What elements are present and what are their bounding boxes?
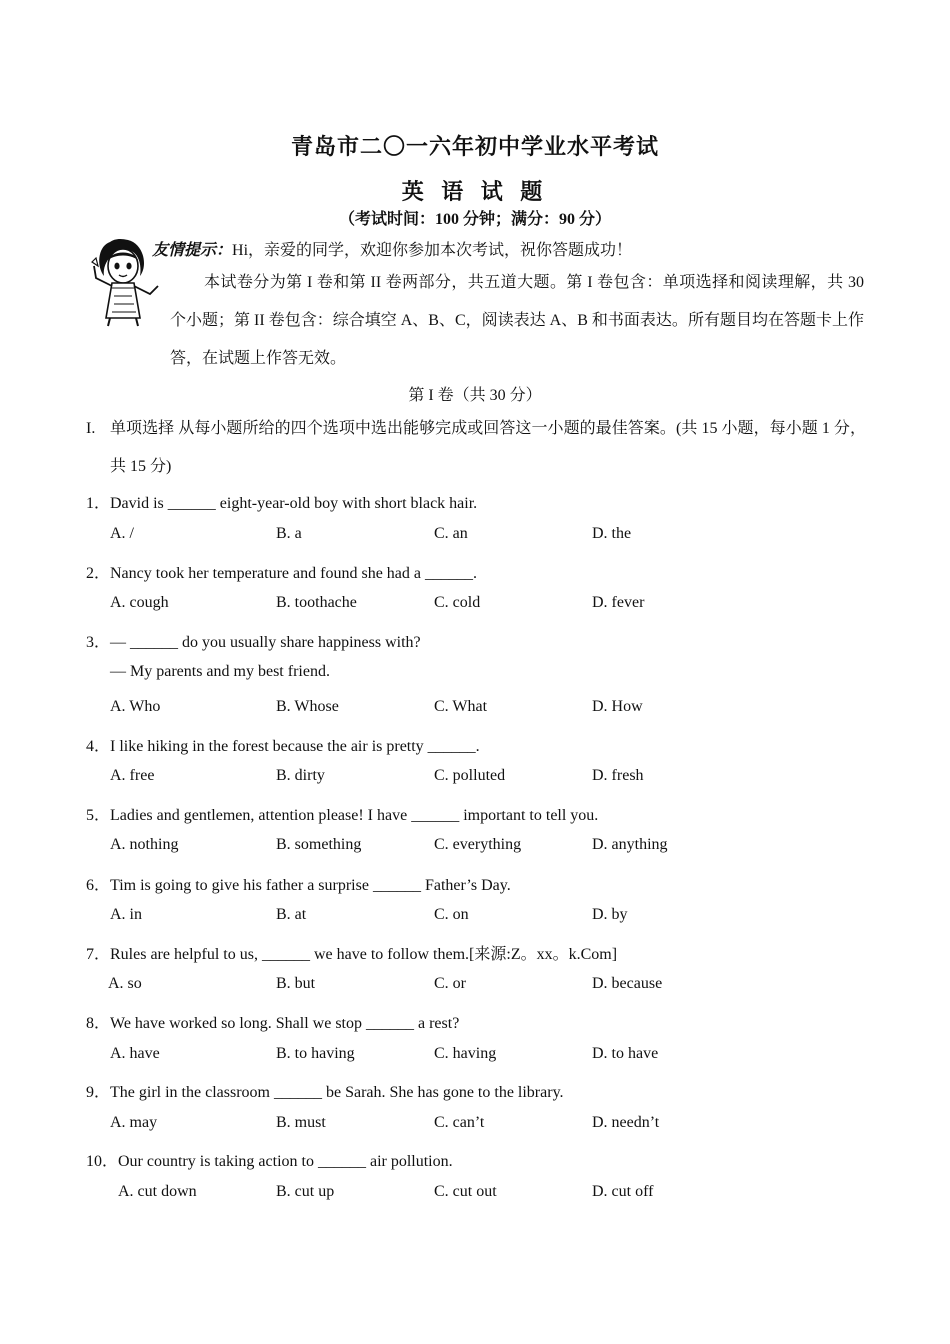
option-a: A. cough: [110, 594, 169, 611]
exam-title: 青岛市二〇一六年初中学业水平考试: [290, 134, 659, 159]
option-b: B. to having: [276, 1045, 355, 1062]
exam-time-info: （考试时间：100 分钟；满分：90 分）: [338, 211, 611, 228]
option-c: C. having: [434, 1045, 497, 1062]
option-a: A. in: [110, 906, 142, 923]
question-response: — My parents and my best friend.: [110, 663, 330, 680]
option-d: D. to have: [592, 1045, 659, 1062]
option-b: B. at: [276, 906, 307, 923]
option-b: B. but: [276, 975, 316, 992]
option-c: C. What: [434, 698, 488, 715]
question-stem: 7．Rules are helpful to us, ______ we have to follow them.[来源:Z。xx。k.Com]: [86, 946, 618, 963]
option-c: C. an: [434, 525, 468, 542]
exam-subtitle: 英 语 试 题: [401, 179, 549, 204]
question-options: [110, 698, 810, 718]
option-a: A. Who: [110, 698, 161, 715]
option-c: C. or: [434, 975, 466, 992]
option-b: B. a: [276, 525, 302, 542]
question-options: [110, 975, 810, 995]
option-d: D. because: [592, 975, 663, 992]
part-one-heading: 第 I 卷（共 30 分）: [408, 387, 542, 404]
option-d: D. by: [592, 906, 628, 923]
section-instruction-text: 单项选择 从每小题所给的四个选项中选出能够完成或回答这一小题的最佳答案。(共 15 小题，每小题 1 分，共 15 分): [110, 420, 866, 475]
exam-intro: 本试卷分为第 I 卷和第 II 卷两部分，共五道大题。第 I 卷包含：单项选择和阅读理解，共 30 个小题；第 II 卷包含：综合填空 A、B、C，阅读表达 A、B 和书面表达。所有题目均在答题卡上作答，在试题上作答无效。: [170, 274, 864, 367]
option-b: B. dirty: [276, 767, 325, 784]
option-d: D. anything: [592, 836, 668, 853]
question-stem: 6．Tim is going to give his father a surprise ______ Father’s Day.: [86, 877, 511, 894]
option-b: B. Whose: [276, 698, 339, 715]
option-c: C. cut out: [434, 1183, 497, 1200]
option-c: C. on: [434, 906, 469, 923]
option-c: C. everything: [434, 836, 522, 853]
question-options: [110, 1114, 810, 1134]
option-b: B. something: [276, 836, 362, 853]
option-c: C. polluted: [434, 767, 506, 784]
option-b: B. must: [276, 1114, 326, 1131]
section-instruction: [86, 410, 866, 486]
option-a: A. cut down: [118, 1183, 197, 1200]
option-d: D. needn’t: [592, 1114, 660, 1131]
option-a: A. so: [108, 975, 142, 992]
question-stem: 5．Ladies and gentlemen, attention please! I have ______ important to tell you.: [86, 807, 599, 824]
question-stem: 1．David is ______ eight-year-old boy with short black hair.: [86, 495, 478, 512]
question-stem: 4．I like hiking in the forest because the air is pretty ______.: [86, 738, 480, 755]
friendly-tips: [152, 237, 632, 260]
tips-label: 友情提示：: [152, 242, 233, 259]
question-options: [110, 1183, 810, 1203]
option-d: D. cut off: [592, 1183, 654, 1200]
question-options: [110, 594, 810, 614]
option-d: D. fever: [592, 594, 645, 611]
question-stem: 3．— ______ do you usually share happiness with?: [86, 634, 421, 651]
option-b: B. cut up: [276, 1183, 335, 1200]
question-stem: 9．The girl in the classroom ______ be Sarah. She has gone to the library.: [86, 1084, 564, 1101]
option-a: A. free: [110, 767, 155, 784]
option-d: D. the: [592, 525, 632, 542]
question-options: [110, 906, 810, 926]
question-stem: 8．We have worked so long. Shall we stop ______ a rest?: [86, 1015, 460, 1032]
question-options: [110, 1045, 810, 1065]
option-a: A. have: [110, 1045, 160, 1062]
question-options: [110, 836, 810, 856]
option-c: C. cold: [434, 594, 481, 611]
option-d: D. fresh: [592, 767, 644, 784]
option-a: A. /: [110, 525, 134, 542]
option-d: D. How: [592, 698, 643, 715]
option-b: B. toothache: [276, 594, 357, 611]
option-c: C. can’t: [434, 1114, 485, 1131]
option-a: A. nothing: [110, 836, 179, 853]
option-a: A. may: [110, 1114, 158, 1131]
question-stem: 2．Nancy took her temperature and found she had a ______.: [86, 565, 477, 582]
section-number: I.: [86, 420, 96, 437]
question-options: [110, 525, 810, 545]
question-options: [110, 767, 810, 787]
tips-greeting: Hi，亲爱的同学，欢迎你参加本次考试，祝你答题成功！: [232, 242, 633, 259]
question-stem: 10．Our country is taking action to ______ air pollution.: [86, 1153, 453, 1170]
